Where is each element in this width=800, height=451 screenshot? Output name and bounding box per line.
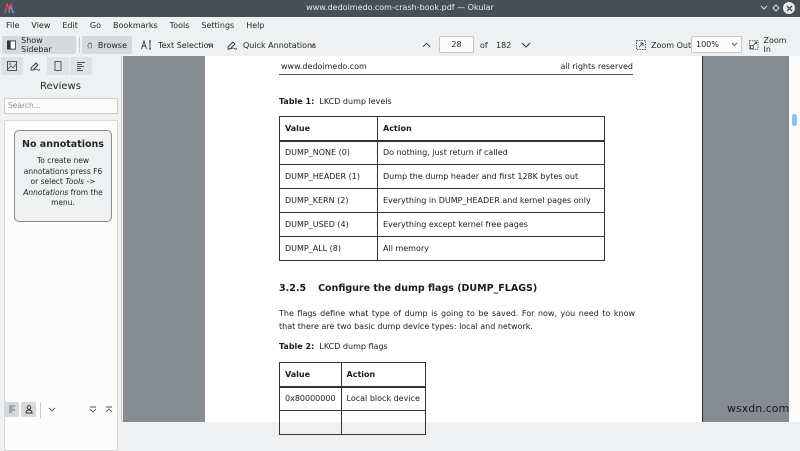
empty-annotations-message [14,130,112,222]
table-header-row: Value Action [280,117,605,141]
empty-title: No annotations [22,139,104,150]
section-heading: 3.2.5 Configure the dump flags (DUMP_FLAGS) [279,283,538,294]
collapse-all-button[interactable] [101,402,116,417]
chevron-down-icon [760,5,768,11]
browse-label: Browse [97,40,127,50]
scrollbar-thumb[interactable] [792,114,797,126]
menu-go[interactable]: Go [89,21,101,30]
separator [40,402,41,418]
chevron-down-icon [521,42,531,48]
table2 [279,362,426,435]
diamond-icon [772,4,780,12]
previous-page-button[interactable] [418,36,436,54]
table-row: DUMP_ALL (8) All memory [280,237,605,261]
tab-bookmarks[interactable] [47,57,70,75]
text-selection-dropdown[interactable] [207,36,219,54]
quick-annotations-dropdown[interactable] [309,36,321,54]
zoom-in-icon [749,40,759,50]
zoom-out-icon [636,40,646,50]
sidebar [0,56,122,422]
menu-help[interactable]: Help [246,21,265,30]
collapse-icon [105,406,113,414]
tab-thumbnails[interactable] [1,57,24,75]
show-sidebar-button[interactable] [2,36,76,54]
pen-icon [30,61,41,71]
document-viewport[interactable] [123,56,789,422]
table-row: DUMP_HEADER (1) Dump the dump header and first 128K bytes out [280,165,605,189]
group-by-author-button[interactable] [21,402,36,417]
group-by-page-button[interactable] [4,402,19,417]
zoom-level-select[interactable] [691,36,742,53]
total-pages: 182 [496,40,512,50]
tab-reviews[interactable] [24,57,47,75]
table-row [280,411,426,435]
tab-table-of-contents[interactable] [70,57,93,75]
main-toolbar [0,34,800,56]
filter-dropdown-button[interactable] [44,402,59,417]
chevron-down-icon [731,37,738,58]
toolbar-separator [79,37,80,53]
menu-settings[interactable]: Settings [201,21,235,30]
watermark: wsxdn.com [727,402,790,415]
empty-description: To create new annotations press F6 or select Tools -> Annotations from the menu. [23,156,103,207]
chevron-down-icon [207,43,214,48]
table1-caption: Table 1: LKCD dump levels [279,97,392,106]
of-label: of [480,40,488,50]
pen-icon [227,40,238,50]
sidebar-tabs [1,57,93,75]
list-icon [76,61,86,71]
window-title: www.dedoimedo.com-crash-book.pdf — Okular [306,3,494,12]
list-icon [8,405,16,414]
menu-bar [0,17,800,34]
image-icon [7,61,17,71]
sidebar-icon [7,40,16,50]
menu-bookmarks[interactable]: Bookmarks [112,21,158,30]
body-paragraph: The flags define what type of dump is going to be saved. For now, you need to know that there are two basic dump device types: local and network. [279,309,635,331]
chevron-down-icon [48,407,56,412]
bookmark-icon [54,61,62,71]
text-cursor-icon [141,40,153,50]
table-header-row: Value Action [280,363,426,387]
user-icon [25,405,33,414]
title-bar [0,0,800,17]
menu-file[interactable]: File [6,21,20,30]
table-row: DUMP_USED (4) Everything except kernel free pages [280,213,605,237]
text-selection-label: Text Selection [158,40,214,50]
sidebar-title: Reviews [40,81,81,92]
table2-caption: Table 2: LKCD dump flags [279,342,388,351]
sidebar-bottom-toolbar [0,400,121,422]
maximize-button[interactable] [770,2,782,14]
zoom-in-button[interactable] [744,36,800,54]
quick-annotations-button[interactable] [222,36,321,54]
close-button[interactable] [783,2,795,14]
zoom-out-button[interactable] [631,36,696,54]
next-page-button[interactable] [518,36,536,54]
menu-edit[interactable]: Edit [62,21,78,30]
minimize-button[interactable] [758,2,770,14]
chevron-down-icon [309,43,316,48]
header-left: www.dedoimedo.com [281,62,367,71]
page-header [279,61,633,75]
page-number-input[interactable]: 28 [439,36,474,53]
menu-view[interactable]: View [31,21,51,30]
hand-icon [87,40,93,51]
expand-icon [89,406,97,414]
table1 [279,116,605,261]
table-row: DUMP_NONE (0) Do nothing, just return if called [280,141,605,165]
zoom-level-value: 100% [696,40,719,49]
close-icon [786,5,793,12]
vertical-scrollbar[interactable] [789,56,800,422]
browse-button[interactable] [82,36,132,54]
table-row: DUMP_KERN (2) Everything in DUMP_HEADER and kernel pages only [280,189,605,213]
show-sidebar-label: Show Sidebar [21,36,52,54]
chevron-up-icon [422,42,431,48]
table-row: 0x80000000 Local block device [280,387,426,411]
reviews-search-input[interactable]: Search... [4,98,118,114]
quick-annotations-label: Quick Annotations [243,40,317,50]
zoom-out-label: Zoom Out [651,40,692,50]
header-right: all rights reserved [560,62,633,71]
zoom-in-label: Zoom In [763,36,787,54]
expand-all-button[interactable] [85,402,100,417]
menu-tools[interactable]: Tools [169,21,190,30]
pdf-page [205,56,703,422]
